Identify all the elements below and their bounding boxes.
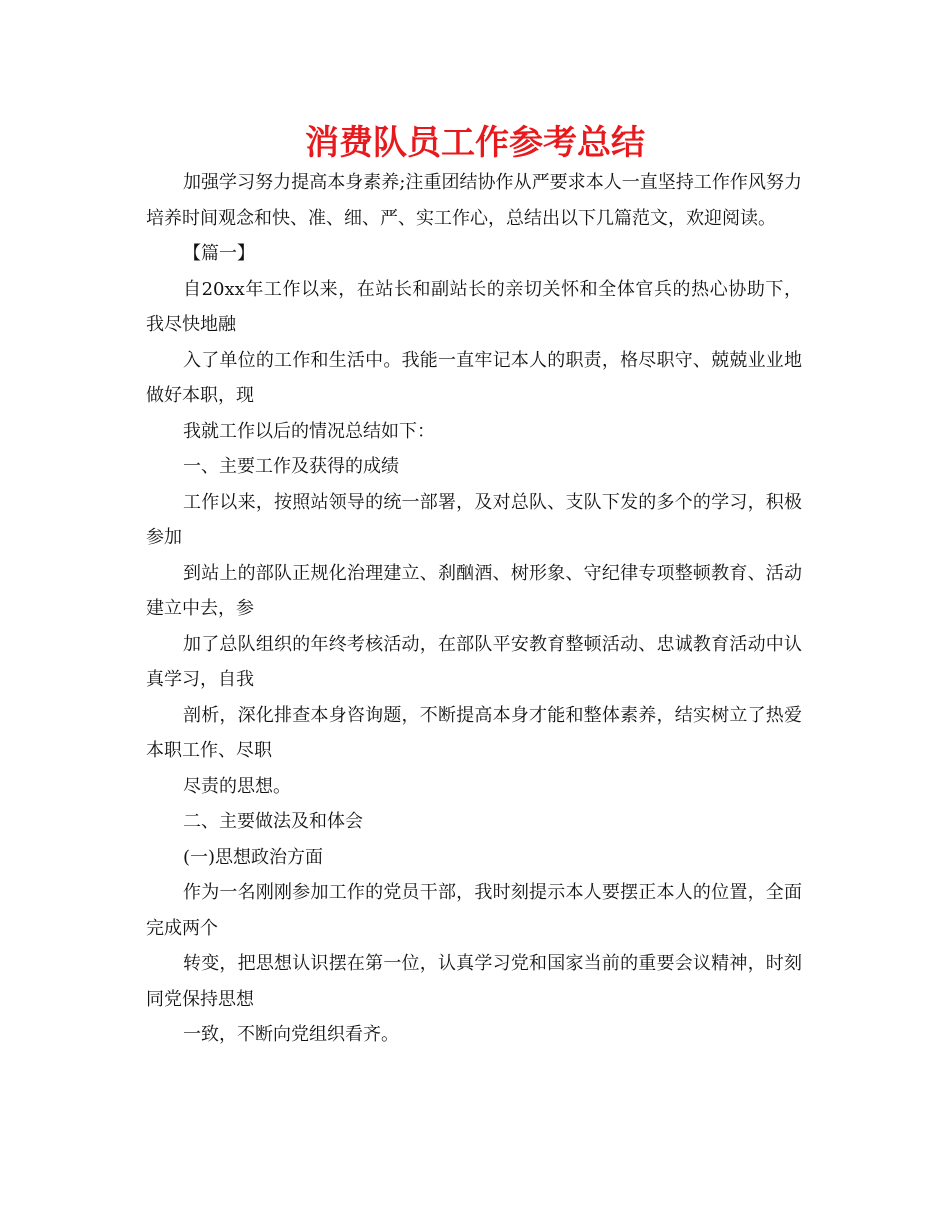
paragraph: 我就工作以后的情况总结如下： (183, 420, 435, 442)
paragraph: 入了单位的工作和生活中。我能一直牢记本人的职责，格尽职守、兢兢业业地做好本职，现 (146, 349, 802, 406)
paragraph: 尽责的思想。 (183, 775, 291, 797)
paragraph-intro: 加强学习努力提高本身素养;注重团结协作从严要求本人一直坚持工作作风努力培养时间观念和快、准、细、严、实工作心，总结出以下几篇范文，欢迎阅读。 (146, 172, 802, 229)
paragraph: 剖析，深化排查本身咨询题，不断提高本身才能和整体素养，结实树立了热爱本职工作、尽职 (146, 704, 802, 761)
document-title: 消费队员工作参考总结 (305, 123, 645, 163)
paragraph: 作为一名刚刚参加工作的党员干部，我时刻提示本人要摆正本人的位置，全面完成两个 (146, 882, 802, 939)
paragraph: 自20xx年工作以来，在站长和副站长的亲切关怀和全体官兵的热心协助下，我尽快地融 (146, 278, 802, 335)
paragraph: 转变，把思想认识摆在第一位，认真学习党和国家当前的重要会议精神，时刻同党保持思想 (146, 953, 802, 1010)
paragraph: 工作以来，按照站领导的统一部署，及对总队、支队下发的多个的学习，积极参加 (146, 491, 802, 548)
subsection-heading: (一)思想政治方面 (183, 846, 324, 868)
paragraph: 加了总队组织的年终考核活动，在部队平安教育整顿活动、忠诚教育活动中认真学习，自我 (146, 633, 802, 690)
section-heading-part-one: 【篇一】 (183, 243, 255, 264)
paragraph: 到站上的部队正规化治理建立、刹酗酒、树形象、守纪律专项整顿教育、活动建立中去，参 (146, 562, 802, 619)
section-heading: 一、主要工作及获得的成绩 (183, 456, 399, 477)
document-body (146, 165, 802, 1053)
section-heading: 二、主要做法及和体会 (183, 811, 363, 832)
paragraph: 一致，不断向党组织看齐。 (183, 1024, 399, 1045)
